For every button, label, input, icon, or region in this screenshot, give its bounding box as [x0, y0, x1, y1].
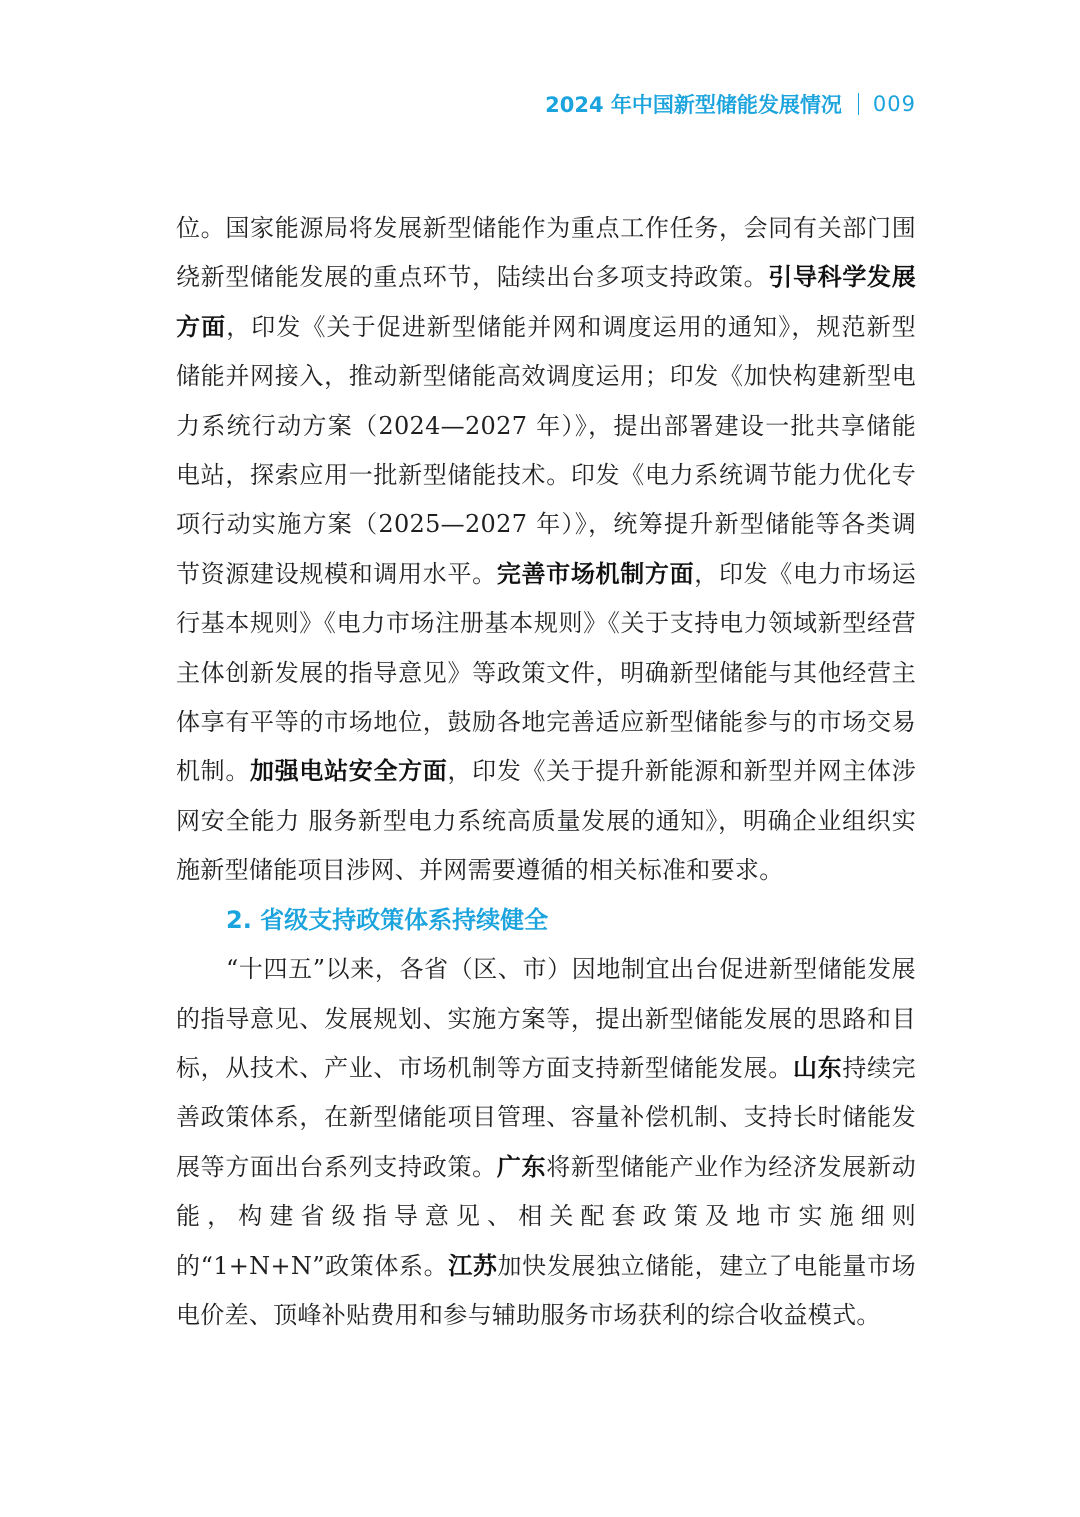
bold-keyword: 山东: [792, 1053, 843, 1082]
bold-keyword: 完善市场机制方面: [496, 559, 695, 588]
text-run: ，印发《电力市场运行基本规则》《电力市场注册基本规则》《关于支持电力领域新型经营主体创新发展的指导意见》等政策文件，明确新型储能与其他经营主体享有平等的市场地位，鼓励各地完善适应新型储能参与的市场交易机制。: [176, 559, 916, 786]
text-run: 持续完善政策体系，在新型储能项目管理、容量补偿机制、支持长时储能发展等方面出台系列支持政策。: [176, 1053, 916, 1181]
text-run: ，印发《关于提升新能源和新型并网主体涉网安全能力 服务新型电力系统高质量发展的通知》，明确企业组织实施新型储能项目涉网、并网需要遵循的相关标准和要求。: [176, 757, 917, 885]
text-run: “十四五”以来，各省（区、市）因地制宜出台促进新型储能发展的指导意见、发展规划、实施方案等，提出新型储能发展的思路和目标，从技术、产业、市场机制等方面支持新型储能发展。: [176, 955, 916, 1082]
paragraph-provincial-policy: [176, 945, 916, 1340]
header-divider: [858, 93, 859, 115]
text-run: 位。国家能源局将发展新型储能作为重点工作任务，会同有关部门围绕新型储能发展的重点环节，陆续出台多项支持政策。: [176, 214, 916, 292]
text-run: 将新型储能产业作为经济发展新动能，构建省级指导意见、相关配套政策及地市实施细则的“1+N+N”政策体系。: [176, 1152, 916, 1280]
bold-keyword: 广东: [496, 1152, 547, 1181]
body-text: [176, 204, 916, 1340]
bold-keyword: 江苏: [448, 1251, 498, 1280]
document-title: 2024 年中国新型储能发展情况: [545, 93, 842, 117]
bold-keyword: 加强电站安全方面: [250, 757, 448, 786]
bold-keyword: 引导科学发展方面: [176, 263, 916, 341]
text-run: ，印发《关于促进新型储能并网和调度运用的通知》，规范新型储能并网接入，推动新型储能高效调度运用；印发《加快构建新型电力系统行动方案（2024—2027 年）》，提出部署建设一批共享储能电站，探索应用一批新型储能技术。印发《电力系统调节能力优化专项行动实施方案（2025—2027 年）》，统筹提升新型储能等各类调节资源建设规模和调用水平。: [176, 312, 916, 588]
running-header: [545, 86, 916, 122]
section-heading: 2. 省级支持政策体系持续健全: [226, 905, 549, 934]
text-run: 加快发展独立储能，建立了电能量市场电价差、顶峰补贴费用和参与辅助服务市场获利的综合收益模式。: [176, 1251, 916, 1329]
paragraph-national-policy: [176, 204, 916, 896]
page-number: 009: [872, 92, 916, 116]
